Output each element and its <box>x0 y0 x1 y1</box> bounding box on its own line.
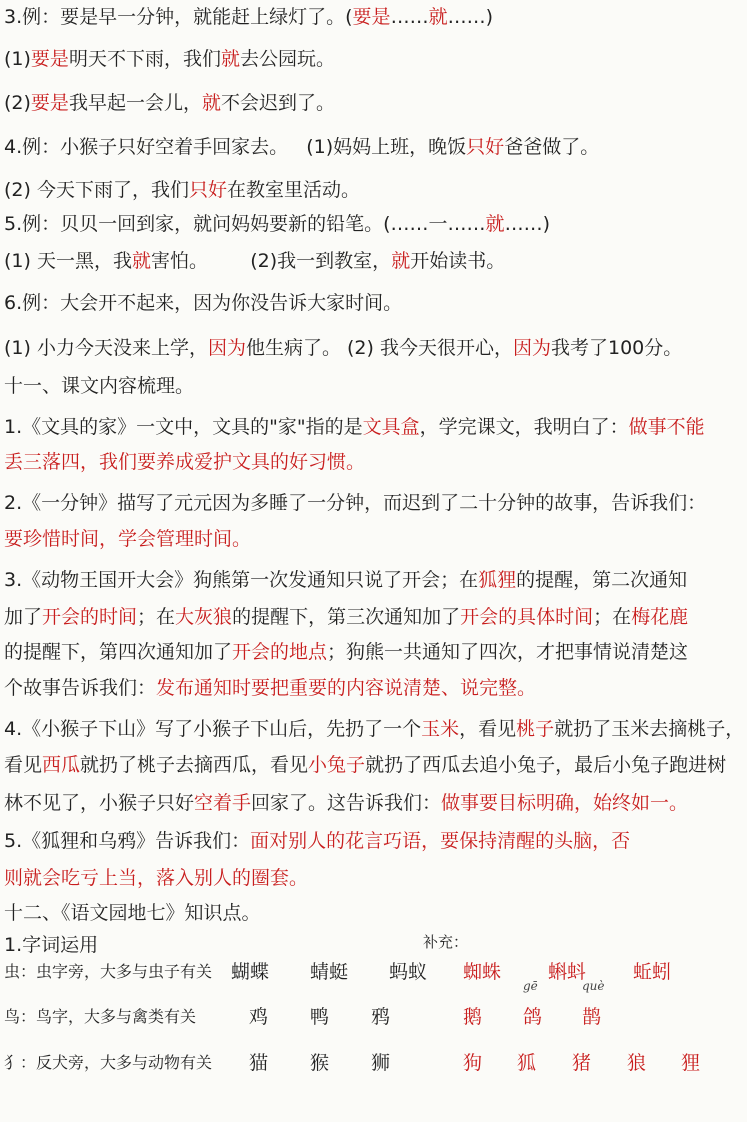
note-text: 不会迟到了。 <box>220 92 335 114</box>
note-text: 4.《小猴子下山》写了小猴子下山后，先扔了一个 <box>4 718 422 740</box>
highlighted-text: 就 <box>201 92 221 114</box>
extra-word: 鹅 <box>463 1006 483 1028</box>
note-line <box>4 900 745 926</box>
example-word: 蚂蚁 <box>389 961 428 983</box>
extra-word: 狐 <box>517 1052 537 1074</box>
note-text: 爸爸做了。 <box>504 136 600 158</box>
highlighted-text: 玉米 <box>421 718 460 740</box>
pinyin-que: què <box>582 979 605 993</box>
note-line <box>4 211 745 237</box>
highlighted-text: 桃子 <box>516 718 555 740</box>
note-text: 我考了100分。 <box>551 337 683 359</box>
note-text: 3.《动物王国开大会》狗熊第一次发通知只说了开会；在 <box>4 569 479 591</box>
note-line <box>4 790 745 816</box>
note-text: 害怕。 (2)我一到教室， <box>150 250 392 272</box>
note-text: (2) 今天下雨了，我们 <box>4 179 189 201</box>
highlighted-text: 开会的时间 <box>42 606 138 628</box>
example-word: 猫 <box>249 1052 269 1074</box>
note-text: 就扔了玉米去摘桃子， <box>554 718 745 740</box>
note-text: (1) 小力今天没来上学， <box>4 337 208 359</box>
note-line <box>4 639 745 665</box>
note-line <box>4 335 745 361</box>
highlighted-text: 要是 <box>30 48 69 70</box>
extra-word: 猪 <box>572 1052 592 1074</box>
highlighted-text: 就 <box>428 6 448 28</box>
note-text: ；狗熊一共通知了四次，才把事情说清楚这 <box>327 641 689 663</box>
highlighted-text: 要珍惜时间，学会管理时间。 <box>4 528 252 550</box>
note-text: 十二、《语文园地七》知识点。 <box>4 902 261 924</box>
note-line <box>4 177 745 203</box>
highlighted-text: 开会的地点 <box>232 641 328 663</box>
note-text: ；在 <box>137 606 176 628</box>
example-word: 鸡 <box>249 1006 269 1028</box>
note-text: 个故事告诉我们： <box>4 677 157 699</box>
highlighted-text: 丢三落四，我们要养成爱护文具的好习惯。 <box>4 451 366 473</box>
highlighted-text: 空着手 <box>194 792 252 814</box>
note-text: 1.字词运用 <box>4 934 99 956</box>
example-word: 蜻蜓 <box>310 961 349 983</box>
highlighted-text: 大灰狼 <box>175 606 233 628</box>
highlighted-text: 做事要目标明确，始终如一。 <box>441 792 689 814</box>
highlighted-text: 就 <box>131 250 151 272</box>
note-text: ……) <box>504 213 550 235</box>
note-text: 的提醒下，第四次通知加了 <box>4 641 233 663</box>
note-text: ，看见 <box>459 718 517 740</box>
extra-word: 蚯蚓 <box>633 961 672 983</box>
extra-word: 蜘蛛 <box>463 961 502 983</box>
note-line <box>4 248 745 274</box>
radical-label: 虫：虫字旁，大多与虫子有关 <box>4 962 213 981</box>
note-line <box>4 604 745 630</box>
note-text: 他生病了。 (2) 我今天很开心， <box>245 337 513 359</box>
note-line <box>4 90 745 116</box>
example-word: 鸦 <box>371 1006 391 1028</box>
example-word: 狮 <box>371 1052 391 1074</box>
note-text: 1.《文具的家》一文中，文具的"家"指的是 <box>4 416 363 438</box>
note-line <box>4 46 745 72</box>
highlighted-text: 只好 <box>188 179 227 201</box>
note-text: 十一、课文内容梳理。 <box>4 375 195 397</box>
highlighted-text: 小兔子 <box>308 754 366 776</box>
note-text: 就扔了桃子去摘西瓜，看见 <box>80 754 309 776</box>
note-line <box>4 414 745 440</box>
highlighted-text: 就 <box>485 213 505 235</box>
pinyin-ge: gē <box>523 979 538 993</box>
note-line <box>4 290 745 316</box>
highlighted-text: 因为 <box>512 337 551 359</box>
highlighted-text: 就 <box>391 250 411 272</box>
note-line <box>4 716 745 742</box>
note-line <box>4 752 745 778</box>
note-text: 我早起一会儿， <box>68 92 202 114</box>
highlighted-text: 面对别人的花言巧语，要保持清醒的头脑，否 <box>250 830 631 852</box>
note-text: 开始读书。 <box>410 250 506 272</box>
note-line <box>4 449 745 475</box>
note-line <box>4 4 745 30</box>
extra-word: 狼 <box>627 1052 647 1074</box>
note-line <box>4 567 745 593</box>
note-line <box>4 828 745 854</box>
note-text: 明天不下雨，我们 <box>68 48 221 70</box>
highlighted-text: 西瓜 <box>42 754 81 776</box>
highlighted-text: 因为 <box>207 337 246 359</box>
note-text: ……) <box>447 6 493 28</box>
extra-word: 蝌蚪 <box>548 961 587 983</box>
highlighted-text: 就 <box>220 48 240 70</box>
highlighted-text: 狐狸 <box>478 569 517 591</box>
note-text: 的提醒，第二次通知 <box>516 569 688 591</box>
note-text: 4.例：小猴子只好空着手回家去。 (1)妈妈上班，晚饭 <box>4 136 467 158</box>
highlighted-text: 做事不能 <box>628 416 705 438</box>
note-text: 看见 <box>4 754 43 776</box>
note-text: (1) 天一黑，我 <box>4 250 132 272</box>
highlighted-text: 发布通知时要把重要的内容说清楚、说完整。 <box>156 677 537 699</box>
note-text: 5.《狐狸和乌鸦》告诉我们： <box>4 830 251 852</box>
note-line <box>4 675 745 701</box>
extra-word: 狗 <box>463 1052 483 1074</box>
note-text: ，学完课文，我明白了： <box>419 416 629 438</box>
highlighted-text: 梅花鹿 <box>631 606 689 628</box>
note-text: 加了 <box>4 606 43 628</box>
radical-label: 犭：反犬旁，大多与动物有关 <box>4 1053 213 1072</box>
highlighted-text: 只好 <box>466 136 505 158</box>
radical-label: 鸟：鸟字，大多与禽类有关 <box>4 1007 197 1026</box>
highlighted-text: 文具盒 <box>362 416 420 438</box>
note-text: ；在 <box>593 606 632 628</box>
note-text: (2) <box>4 92 31 114</box>
highlighted-text: 则就会吃亏上当，落入别人的圈套。 <box>4 867 309 889</box>
note-text: (1) <box>4 48 31 70</box>
note-text: 6.例：大会开不起来，因为你没告诉大家时间。 <box>4 292 403 314</box>
example-word: 蝴蝶 <box>231 961 270 983</box>
note-text: 5.例：贝贝一回到家，就问妈妈要新的铅笔。(……一…… <box>4 213 486 235</box>
note-line <box>4 373 745 399</box>
note-line <box>4 490 745 516</box>
note-text: 3.例：要是早一分钟，就能赶上绿灯了。( <box>4 6 353 28</box>
note-text: 回家了。这告诉我们： <box>251 792 442 814</box>
note-text: 就扔了西瓜去追小兔子，最后小兔子跑进树 <box>365 754 727 776</box>
extra-word: 鸽 <box>523 1006 543 1028</box>
highlighted-text: 要是 <box>352 6 391 28</box>
note-text: …… <box>390 6 429 28</box>
note-text: 在教室里活动。 <box>226 179 360 201</box>
note-text: 去公园玩。 <box>239 48 335 70</box>
note-text: 2.《一分钟》描写了元元因为多睡了一分钟，而迟到了二十分钟的故事，告诉我们： <box>4 492 707 514</box>
note-line <box>4 134 745 160</box>
example-word: 鸭 <box>310 1006 330 1028</box>
note-line <box>4 526 745 552</box>
highlighted-text: 要是 <box>30 92 69 114</box>
note-text: 林不见了，小猴子只好 <box>4 792 195 814</box>
supplement-label: 补充： <box>423 933 469 951</box>
example-word: 猴 <box>310 1052 330 1074</box>
note-line <box>4 932 745 958</box>
note-text: 的提醒下，第三次通知加了 <box>232 606 461 628</box>
note-line <box>4 865 745 891</box>
extra-word: 鹊 <box>582 1006 602 1028</box>
extra-word: 狸 <box>681 1052 701 1074</box>
highlighted-text: 开会的具体时间 <box>460 606 594 628</box>
